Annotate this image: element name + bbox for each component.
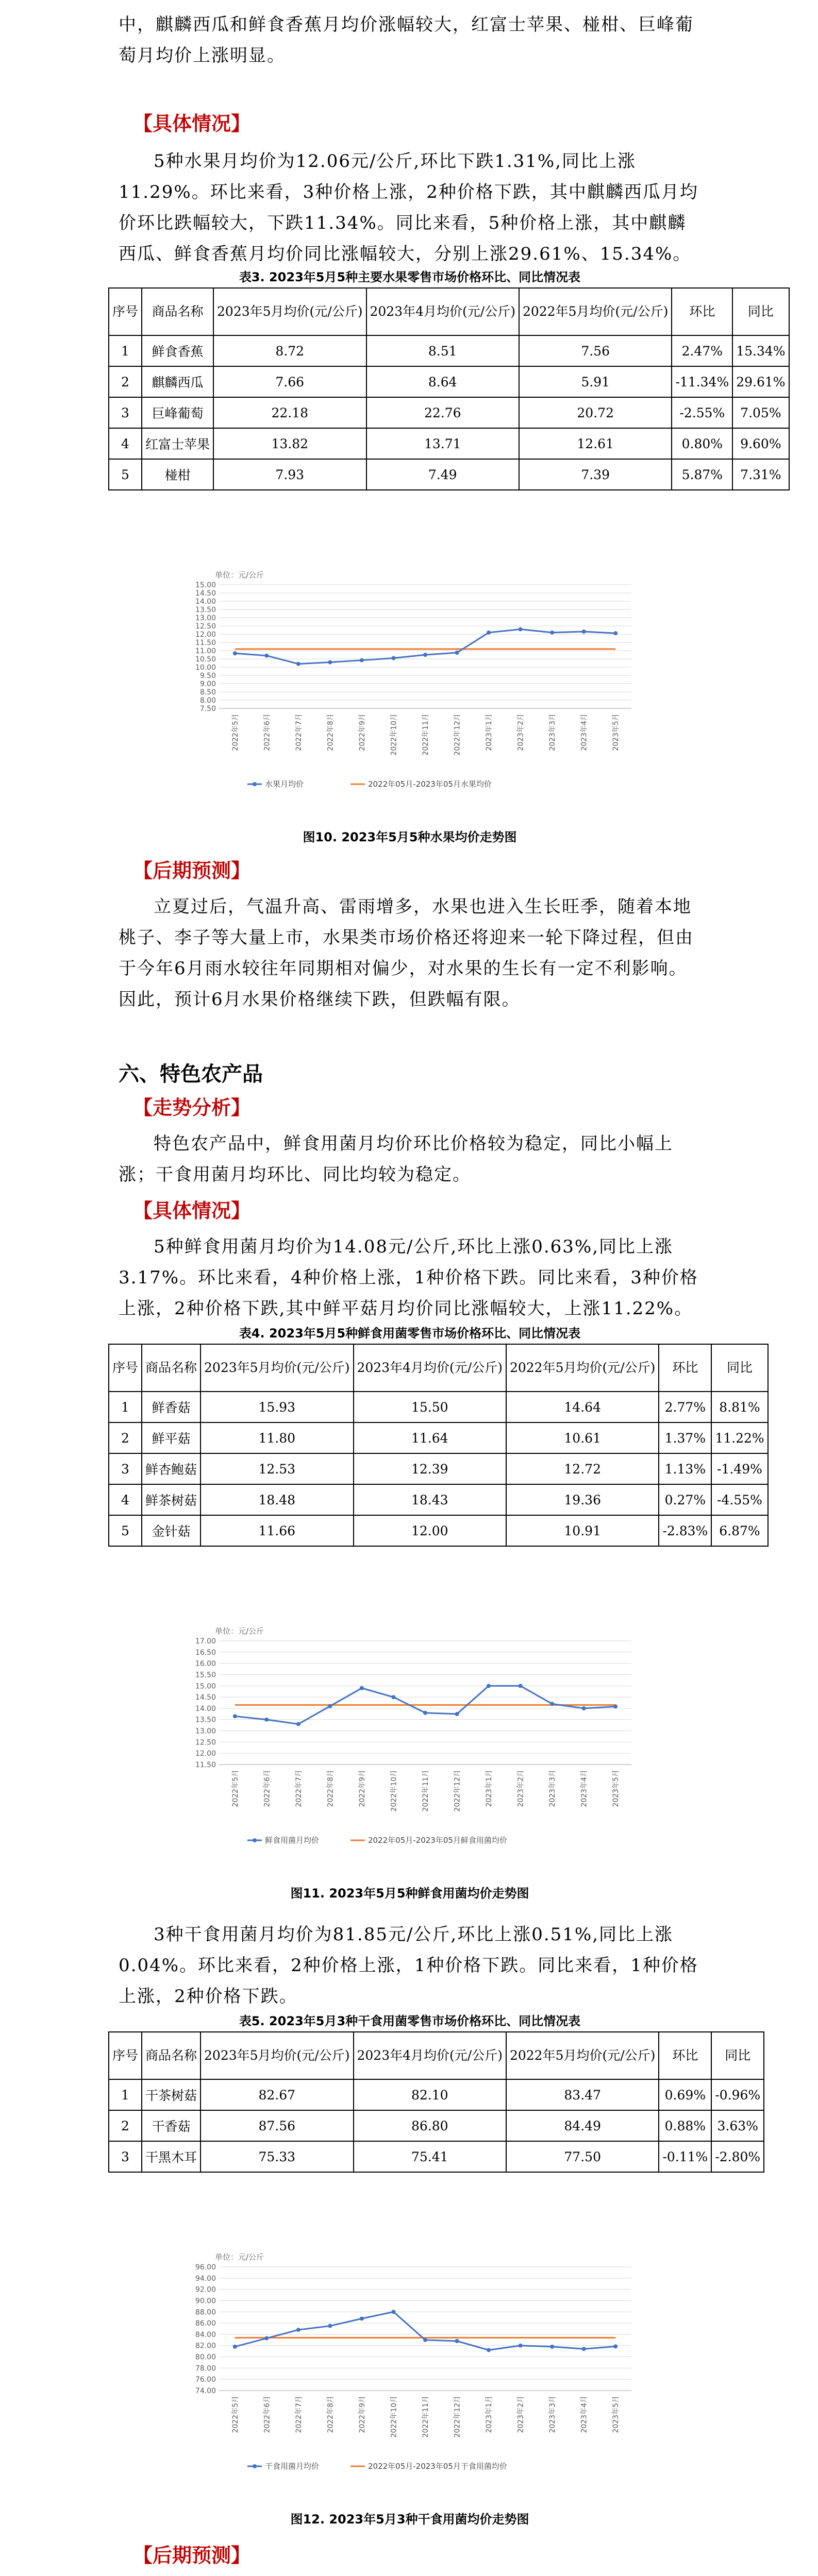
cell-yoy: -0.96%: [711, 2079, 764, 2110]
table4-title: 表4. 2023年5月5种鲜食用菌零售市场价格环比、同比情况表: [239, 1326, 581, 1341]
legend-label-average: 2022年05月-2023年05月水果均价: [368, 779, 492, 789]
y-tick-label: 14.00: [195, 598, 216, 606]
cell-last-year: 12.72: [506, 1453, 659, 1484]
cell-no: 3: [109, 1453, 142, 1484]
figure12-caption: 图12. 2023年5月3种干食用菌均价走势图: [290, 2512, 529, 2527]
cell-yoy: 7.31%: [732, 459, 789, 490]
cell-previous: 86.80: [354, 2110, 506, 2141]
data-point: [582, 630, 586, 634]
data-point: [264, 654, 269, 658]
cell-previous: 82.10: [354, 2079, 506, 2110]
cell-current: 13.82: [213, 428, 366, 459]
y-tick-label: 15.50: [195, 1671, 216, 1680]
cell-previous: 8.64: [366, 366, 519, 397]
col-header-previous: 2023年4月均价(元/公斤): [354, 1344, 506, 1392]
x-tick-label: 2022年9月: [358, 2396, 366, 2433]
data-point: [519, 2344, 523, 2348]
y-tick-label: 13.00: [195, 1727, 216, 1736]
cell-previous: 7.49: [366, 459, 519, 490]
cell-yoy: 11.22%: [711, 1422, 767, 1453]
y-tick-label: 76.00: [195, 2376, 216, 2384]
x-tick-label: 2022年8月: [326, 714, 335, 751]
col-header-yoy: 同比: [711, 2032, 764, 2079]
x-tick-label: 2022年11月: [422, 2396, 430, 2438]
x-tick-label: 2023年4月: [580, 2396, 589, 2433]
col-header-current: 2023年5月均价(元/公斤): [213, 288, 366, 335]
x-tick-label: 2022年10月: [390, 714, 398, 756]
cell-mom: 0.88%: [659, 2110, 711, 2141]
figure11-caption: 图11. 2023年5月5种鲜食用菌均价走势图: [290, 1886, 529, 1901]
cell-current: 7.66: [213, 366, 366, 397]
x-tick-label: 2022年12月: [453, 2396, 462, 2438]
y-tick-label: 12.00: [195, 631, 216, 639]
y-tick-label: 16.00: [195, 1659, 216, 1668]
data-point: [360, 2316, 364, 2320]
x-tick-label: 2023年5月: [612, 714, 621, 751]
cell-name: 巨峰葡萄: [142, 397, 213, 428]
table-row: [109, 459, 789, 490]
x-tick-label: 2023年2月: [516, 714, 525, 751]
dry-mushroom-table: [108, 2031, 764, 2173]
cell-last-year: 7.39: [519, 459, 672, 490]
data-point: [296, 1722, 301, 1726]
cell-no: 1: [109, 335, 142, 366]
cell-previous: 12.39: [354, 1453, 506, 1484]
fruit-table-body: [109, 335, 789, 490]
x-tick-label: 2022年12月: [453, 714, 462, 756]
cell-name: 干茶树菇: [142, 2079, 201, 2110]
cell-last-year: 83.47: [506, 2079, 659, 2110]
cell-previous: 15.50: [354, 1392, 506, 1422]
cell-no: 4: [109, 1484, 142, 1515]
x-tick-label: 2022年5月: [231, 714, 240, 751]
col-header-no: 序号: [109, 288, 142, 335]
y-tick-label: 80.00: [195, 2353, 216, 2362]
cell-last-year: 5.91: [519, 366, 672, 397]
cell-previous: 13.71: [366, 428, 519, 459]
cell-name: 金针菇: [142, 1515, 201, 1546]
y-tick-label: 14.50: [195, 589, 216, 598]
col-header-current: 2023年5月均价(元/公斤): [201, 2032, 353, 2079]
data-point: [233, 1714, 237, 1718]
cell-no: 5: [109, 1515, 142, 1546]
cell-name: 鲜香菇: [142, 1392, 201, 1422]
x-tick-label: 2023年3月: [548, 2396, 557, 2433]
data-point: [550, 2345, 554, 2349]
figure10-caption: 图10. 2023年5月5种水果均价走势图: [303, 830, 517, 844]
x-tick-label: 2022年5月: [231, 2396, 240, 2433]
cell-mom: 2.47%: [672, 335, 732, 366]
y-tick-label: 12.50: [195, 1738, 216, 1747]
legend-marker-monthly: [253, 1838, 257, 1842]
cell-current: 87.56: [201, 2110, 353, 2141]
y-tick-label: 11.50: [195, 639, 216, 647]
y-tick-label: 13.50: [195, 606, 216, 614]
legend-label-monthly: 干食用菌月均价: [265, 2462, 320, 2471]
data-point: [487, 2348, 491, 2352]
col-header-last-year: 2022年5月均价(元/公斤): [519, 288, 672, 335]
table-row: [109, 1484, 768, 1515]
fresh-line-chart-svg: [170, 1610, 644, 1852]
cell-last-year: 7.56: [519, 335, 672, 366]
y-tick-label: 74.00: [195, 2387, 216, 2395]
x-tick-label: 2022年6月: [263, 714, 272, 751]
cell-last-year: 84.49: [506, 2110, 659, 2141]
x-tick-label: 2022年7月: [294, 1770, 303, 1807]
cell-mom: 0.80%: [672, 428, 732, 459]
col-header-no: 序号: [109, 2032, 142, 2079]
cell-mom: 2.77%: [659, 1392, 711, 1422]
data-point: [455, 2339, 459, 2343]
cell-current: 75.33: [201, 2141, 353, 2172]
x-tick-label: 2023年2月: [516, 1770, 525, 1807]
trend-analysis-heading: 【走势分析】: [133, 1096, 251, 1119]
cell-name: 红富士苹果: [142, 428, 213, 459]
special-forecast-heading: 【后期预测】: [133, 2544, 251, 2567]
cell-no: 5: [109, 459, 142, 490]
y-tick-label: 9.00: [199, 680, 216, 688]
cell-last-year: 19.36: [506, 1484, 659, 1515]
col-header-name: 商品名称: [142, 1344, 201, 1392]
table-row: [109, 1422, 768, 1453]
cell-yoy: 9.60%: [732, 428, 789, 459]
cell-no: 2: [109, 2110, 142, 2141]
unit-label: 单位：元/公斤: [215, 2252, 264, 2262]
col-header-previous: 2023年4月均价(元/公斤): [354, 2032, 506, 2079]
cell-mom: -2.83%: [659, 1515, 711, 1546]
data-point: [423, 1711, 427, 1715]
cell-name: 鲜食香蕉: [142, 335, 213, 366]
data-point: [423, 653, 427, 657]
data-point: [233, 2345, 237, 2349]
data-point: [264, 1718, 269, 1722]
table-row: [109, 2079, 764, 2110]
dry-line-chart-svg: [170, 2236, 644, 2478]
y-tick-label: 86.00: [195, 2319, 216, 2328]
cell-no: 1: [109, 2079, 142, 2110]
fresh-mushroom-paragraph: 5种鲜食用菌月均价为14.08元/公斤,环比上涨0.63%,同比上涨3.17%。环比来看，4种价格上涨，1种价格下跌。同比来看，3种价格上涨，2种价格下跌,其中鲜平菇月均价同比涨幅较大，上涨11.22%。: [119, 1236, 698, 1319]
table5-title: 表5. 2023年5月3种干食用菌零售市场价格环比、同比情况表: [239, 2014, 581, 2028]
col-header-previous: 2023年4月均价(元/公斤): [366, 288, 519, 335]
y-tick-label: 11.50: [195, 1761, 216, 1769]
monthly-price-line: [235, 2312, 615, 2350]
col-header-mom: 环比: [672, 288, 732, 335]
fresh-mushroom-table: [108, 1344, 769, 1547]
table-row: [109, 1453, 768, 1484]
cell-last-year: 77.50: [506, 2141, 659, 2172]
cell-last-year: 10.91: [506, 1515, 659, 1546]
x-tick-label: 2022年12月: [453, 1770, 462, 1812]
cell-name: 鲜杏鲍菇: [142, 1453, 201, 1484]
table-row: [109, 428, 789, 459]
cell-mom: -11.34%: [672, 366, 732, 397]
cell-no: 3: [109, 397, 142, 428]
y-tick-label: 92.00: [195, 2285, 216, 2294]
data-point: [360, 658, 364, 663]
x-tick-label: 2023年1月: [485, 1770, 494, 1807]
cell-mom: 1.37%: [659, 1422, 711, 1453]
unit-label: 单位：元/公斤: [215, 1626, 264, 1636]
data-point: [296, 662, 301, 666]
y-tick-label: 12.00: [195, 1750, 216, 1758]
cell-no: 2: [109, 1422, 142, 1453]
y-tick-label: 13.00: [195, 614, 216, 622]
cell-current: 8.72: [213, 335, 366, 366]
cell-no: 2: [109, 366, 142, 397]
table-row: [109, 335, 789, 366]
y-tick-label: 13.50: [195, 1716, 216, 1724]
cell-name: 干黑木耳: [142, 2141, 201, 2172]
x-tick-label: 2023年3月: [548, 1770, 557, 1807]
table-row: [109, 366, 789, 397]
y-tick-label: 8.50: [199, 688, 216, 697]
y-tick-label: 17.00: [195, 1637, 216, 1646]
cell-current: 22.18: [213, 397, 366, 428]
data-point: [519, 627, 523, 631]
dry-mushroom-chart: [170, 2236, 644, 2478]
special-specifics-heading: 【具体情况】: [133, 1199, 251, 1222]
fruit-forecast-heading: 【后期预测】: [133, 859, 251, 882]
data-point: [455, 651, 459, 655]
cell-name: 干香菇: [142, 2110, 201, 2141]
col-header-mom: 环比: [659, 1344, 711, 1392]
data-point: [582, 1706, 586, 1710]
cell-yoy: 7.05%: [732, 397, 789, 428]
y-tick-label: 84.00: [195, 2330, 216, 2339]
x-tick-label: 2022年7月: [294, 714, 303, 751]
data-point: [613, 631, 617, 635]
cell-current: 11.66: [201, 1515, 353, 1546]
x-tick-label: 2023年5月: [612, 1770, 621, 1807]
col-header-name: 商品名称: [142, 288, 213, 335]
y-tick-label: 14.00: [195, 1704, 216, 1713]
cell-current: 18.48: [201, 1484, 353, 1515]
cell-yoy: 6.87%: [711, 1515, 767, 1546]
data-point: [487, 631, 491, 635]
x-tick-label: 2023年3月: [548, 714, 557, 751]
x-tick-label: 2022年9月: [358, 1770, 366, 1807]
cell-yoy: -1.49%: [711, 1453, 767, 1484]
y-tick-label: 15.00: [195, 581, 216, 589]
cell-yoy: 8.81%: [711, 1392, 767, 1422]
y-tick-label: 78.00: [195, 2364, 216, 2373]
legend-label-average: 2022年05月-2023年05月鲜食用菌均价: [368, 1836, 507, 1845]
table-row: [109, 2110, 764, 2141]
table-row: [109, 397, 789, 428]
x-tick-label: 2022年6月: [263, 1770, 272, 1807]
data-point: [487, 1684, 491, 1688]
data-point: [550, 1702, 554, 1706]
intro-paragraph: 中，麒麟西瓜和鲜食香蕉月均价涨幅较大，红富士苹果、椪柑、巨峰葡萄月均价上涨明显。: [119, 14, 694, 66]
x-tick-label: 2022年9月: [358, 714, 366, 751]
data-point: [391, 656, 395, 660]
cell-yoy: -4.55%: [711, 1484, 767, 1515]
y-tick-label: 9.50: [199, 672, 216, 680]
cell-last-year: 14.64: [506, 1392, 659, 1422]
cell-mom: 1.13%: [659, 1453, 711, 1484]
x-tick-label: 2022年8月: [326, 2396, 335, 2433]
cell-previous: 12.00: [354, 1515, 506, 1546]
cell-previous: 75.41: [354, 2141, 506, 2172]
y-tick-label: 15.00: [195, 1682, 216, 1691]
fruit-price-chart: [170, 554, 644, 796]
x-tick-label: 2023年2月: [516, 2396, 525, 2433]
data-point: [328, 660, 332, 664]
data-point: [328, 1704, 332, 1708]
col-header-yoy: 同比: [732, 288, 789, 335]
cell-yoy: 15.34%: [732, 335, 789, 366]
cell-previous: 8.51: [366, 335, 519, 366]
dry-table-body: [109, 2079, 764, 2172]
cell-last-year: 20.72: [519, 397, 672, 428]
fruit-forecast-paragraph: 立夏过后，气温升高、雷雨增多，水果也进入生长旺季，随着本地桃子、李子等大量上市，水果类市场价格还将迎来一轮下降过程，但由于今年6月雨水较往年同期相对偏少，对水果的生长有一定不利影响。因此，预计6月水果价格继续下跌，但跌幅有限。: [119, 896, 694, 1010]
y-tick-label: 7.50: [199, 705, 216, 713]
data-point: [455, 1712, 459, 1716]
fresh-table-body: [109, 1392, 768, 1546]
cell-no: 1: [109, 1392, 142, 1422]
fruit-specifics-paragraph: 5种水果月均价为12.06元/公斤,环比下跌1.31%,同比上涨11.29%。环比来看，3种价格上涨，2种价格下跌，其中麒麟西瓜月均价环比跌幅较大，下跌11.34%。同比来看，5种价格上涨，其中麒麟西瓜、鲜食香蕉月均价同比涨幅较大，分别上涨29.61%、15.34%。: [119, 151, 698, 264]
x-tick-label: 2022年8月: [326, 1770, 335, 1807]
fruit-specifics-heading: 【具体情况】: [133, 112, 251, 135]
fresh-mushroom-chart: [170, 1610, 644, 1852]
col-header-last-year: 2022年5月均价(元/公斤): [506, 1344, 659, 1392]
data-point: [423, 2338, 427, 2342]
x-tick-label: 2022年10月: [390, 1770, 398, 1812]
cell-name: 鲜茶树菇: [142, 1484, 201, 1515]
x-tick-label: 2022年6月: [263, 2396, 272, 2433]
y-tick-label: 8.00: [199, 697, 216, 705]
col-header-mom: 环比: [659, 2032, 711, 2079]
cell-current: 12.53: [201, 1453, 353, 1484]
x-tick-label: 2022年11月: [422, 714, 430, 756]
col-header-yoy: 同比: [711, 1344, 767, 1392]
y-tick-label: 90.00: [195, 2297, 216, 2306]
data-point: [233, 651, 237, 655]
table-row: [109, 2141, 764, 2172]
y-tick-label: 88.00: [195, 2308, 216, 2317]
cell-mom: 0.69%: [659, 2079, 711, 2110]
data-point: [360, 1686, 364, 1690]
x-tick-label: 2023年4月: [580, 1770, 589, 1807]
dry-mushroom-paragraph: 3种干食用菌月均价为81.85元/公斤,环比上涨0.51%,同比上涨0.04%。环比来看，2种价格上涨，1种价格下跌。同比来看，1种价格上涨，2种价格下跌。: [119, 1924, 698, 2007]
cell-current: 7.93: [213, 459, 366, 490]
x-tick-label: 2023年5月: [612, 2396, 621, 2433]
y-tick-label: 14.50: [195, 1693, 216, 1702]
section-six-heading: 六、特色农产品: [119, 1062, 263, 1086]
cell-previous: 18.43: [354, 1484, 506, 1515]
data-point: [391, 1695, 395, 1699]
cell-current: 15.93: [201, 1392, 353, 1422]
y-tick-label: 12.50: [195, 622, 216, 631]
cell-last-year: 10.61: [506, 1422, 659, 1453]
y-tick-label: 11.00: [195, 647, 216, 655]
fruit-price-table: [108, 287, 790, 490]
data-point: [613, 1704, 617, 1708]
cell-mom: -0.11%: [659, 2141, 711, 2172]
cell-previous: 11.64: [354, 1422, 506, 1453]
cell-yoy: 29.61%: [732, 366, 789, 397]
cell-yoy: 3.63%: [711, 2110, 764, 2141]
cell-last-year: 12.61: [519, 428, 672, 459]
y-tick-label: 16.50: [195, 1648, 216, 1657]
data-point: [328, 2324, 332, 2328]
table3-title: 表3. 2023年5月5种主要水果零售市场价格环比、同比情况表: [239, 270, 581, 284]
col-header-current: 2023年5月均价(元/公斤): [201, 1344, 353, 1392]
data-point: [582, 2347, 586, 2351]
cell-previous: 22.76: [366, 397, 519, 428]
x-tick-label: 2023年4月: [580, 714, 589, 751]
x-tick-label: 2022年5月: [231, 1770, 240, 1807]
col-header-name: 商品名称: [142, 2032, 201, 2079]
legend-marker-monthly: [253, 2464, 257, 2468]
legend-marker-monthly: [253, 782, 257, 786]
data-point: [296, 2328, 301, 2332]
data-point: [264, 2336, 269, 2341]
data-point: [391, 2310, 395, 2314]
y-tick-label: 10.00: [195, 664, 216, 672]
x-tick-label: 2022年7月: [294, 2396, 303, 2433]
x-tick-label: 2023年1月: [485, 714, 494, 751]
cell-current: 11.80: [201, 1422, 353, 1453]
cell-no: 3: [109, 2141, 142, 2172]
col-header-last-year: 2022年5月均价(元/公斤): [506, 2032, 659, 2079]
table-row: [109, 1515, 768, 1546]
table-row: [109, 1392, 768, 1422]
cell-mom: -2.55%: [672, 397, 732, 428]
data-point: [613, 2344, 617, 2348]
legend-label-average: 2022年05月-2023年05月干食用菌均价: [368, 2462, 507, 2471]
x-tick-label: 2022年10月: [390, 2396, 398, 2438]
cell-name: 椪柑: [142, 459, 213, 490]
x-tick-label: 2022年11月: [422, 1770, 430, 1812]
cell-yoy: -2.80%: [711, 2141, 764, 2172]
cell-name: 鲜平菇: [142, 1422, 201, 1453]
data-point: [519, 1684, 523, 1688]
data-point: [550, 631, 554, 635]
trend-analysis-paragraph: 特色农产品中，鲜食用菌月均价环比价格较为稳定，同比小幅上涨；干食用菌月均环比、同比均较为稳定。: [119, 1133, 673, 1185]
legend-label-monthly: 水果月均价: [265, 779, 304, 789]
y-tick-label: 82.00: [195, 2342, 216, 2350]
y-tick-label: 96.00: [195, 2263, 216, 2272]
cell-mom: 0.27%: [659, 1484, 711, 1515]
y-tick-label: 10.50: [195, 655, 216, 664]
col-header-no: 序号: [109, 1344, 142, 1392]
x-tick-label: 2023年1月: [485, 2396, 494, 2433]
cell-name: 麒麟西瓜: [142, 366, 213, 397]
cell-current: 82.67: [201, 2079, 353, 2110]
cell-mom: 5.87%: [672, 459, 732, 490]
legend-label-monthly: 鲜食用菌月均价: [265, 1836, 320, 1845]
fruit-line-chart-svg: [170, 554, 644, 796]
cell-no: 4: [109, 428, 142, 459]
y-tick-label: 94.00: [195, 2274, 216, 2283]
unit-label: 单位：元/公斤: [215, 570, 264, 580]
